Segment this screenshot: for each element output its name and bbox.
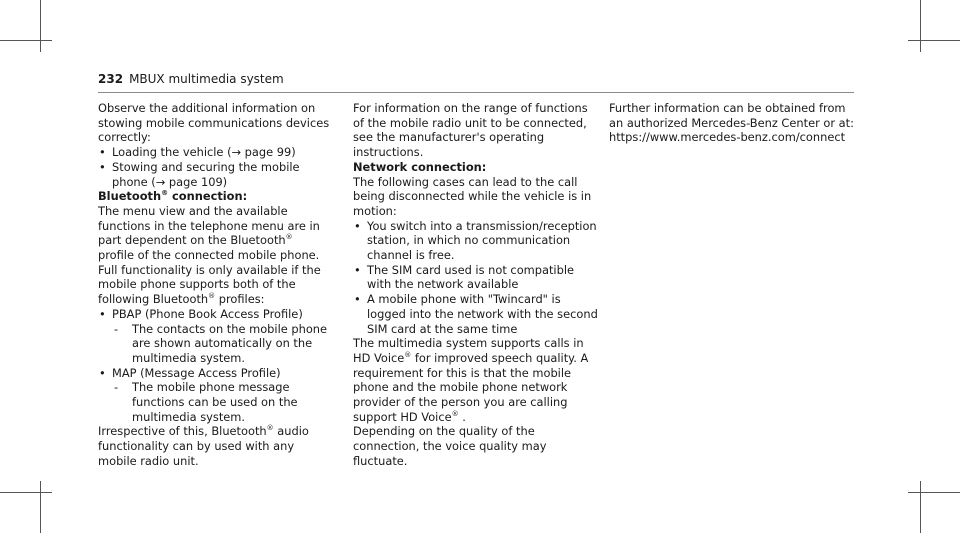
sub-list-item: - The contacts on the mobile phone are shown automatically on the multimedia system. (98, 322, 330, 366)
heading-text: connection: (168, 189, 248, 204)
registered-mark: ® (285, 233, 293, 242)
text: The multimedia system supports calls in HD Voice (353, 336, 584, 365)
text: The menu view and the available functions in the telephone menu are in part dependent on the Bluetooth (98, 203, 320, 248)
page-header (98, 72, 284, 86)
paragraph (98, 424, 330, 468)
crop-mark (920, 0, 921, 52)
crop-mark (908, 40, 960, 41)
crop-mark (0, 492, 52, 493)
registered-mark: ® (451, 409, 459, 418)
intro-paragraph: Observe the additional information on stowing mobile communications devices correctly: (98, 101, 330, 145)
list-item: • MAP (Message Access Profile) (98, 366, 330, 381)
heading-text: Bluetooth (98, 189, 162, 204)
registered-mark: ® (266, 424, 274, 433)
text: audio functionality can by used with any mobile radio unit. (98, 424, 309, 468)
sub-list-item: - The mobile phone message functions can be used on the multimedia system. (98, 380, 330, 424)
text: Irrespective of this, Bluetooth (98, 424, 267, 439)
column-3 (609, 101, 854, 145)
paragraph: For information on the range of functions of the mobile radio unit to be connected, see the manufacturer's operating instructions. (353, 101, 588, 160)
crop-mark (0, 40, 52, 41)
crop-mark (920, 481, 921, 533)
header-rule (98, 92, 854, 93)
text: for improved speech quality. A requirement for this is that the mobile phone and the mobile phone network provider of the person you are calling support HD Voice (353, 350, 589, 424)
url-link[interactable]: https://www.mercedes-benz.com/connect (609, 130, 846, 145)
column-2 (353, 101, 598, 469)
paragraph: Further information can be obtained from an authorized Mercedes-Benz Center or at: (609, 101, 854, 130)
paragraph (98, 204, 330, 307)
text: profiles: (215, 292, 265, 307)
paragraph (353, 336, 598, 424)
list-item: • Loading the vehicle (→ page 99) (98, 145, 330, 160)
text: profile of the connected mobile phone. Full functionality is only available if the mobile phone supports both of the following Bluetooth (98, 248, 321, 307)
list-item: • The SIM card used is not compatible with the network available (353, 263, 598, 292)
column-1 (98, 101, 330, 469)
section-heading (98, 189, 330, 204)
registered-mark: ® (208, 292, 216, 301)
section-title: MBUX multimedia system (129, 72, 284, 86)
page-number: 232 (98, 72, 124, 86)
paragraph: The following cases can lead to the call being disconnected while the vehicle is in motion: (353, 174, 592, 218)
registered-mark: ® (161, 189, 169, 198)
paragraph: Depending on the quality of the connection, the voice quality may fluctuate. (353, 424, 547, 468)
list-item: • Stowing and securing the mobile phone (→ page 109) (98, 160, 330, 189)
list-item: • A mobile phone with "Twincard" is logged into the network with the second SIM card at the same time (353, 292, 598, 336)
list-item: • PBAP (Phone Book Access Profile) (98, 307, 330, 322)
section-heading: Network connection: (353, 159, 487, 174)
list-item: • You switch into a transmission/reception station, in which no communication channel is free. (353, 219, 598, 263)
crop-mark (908, 492, 960, 493)
crop-mark (40, 481, 41, 533)
registered-mark: ® (404, 351, 412, 360)
crop-mark (40, 0, 41, 52)
text: . (458, 409, 466, 424)
